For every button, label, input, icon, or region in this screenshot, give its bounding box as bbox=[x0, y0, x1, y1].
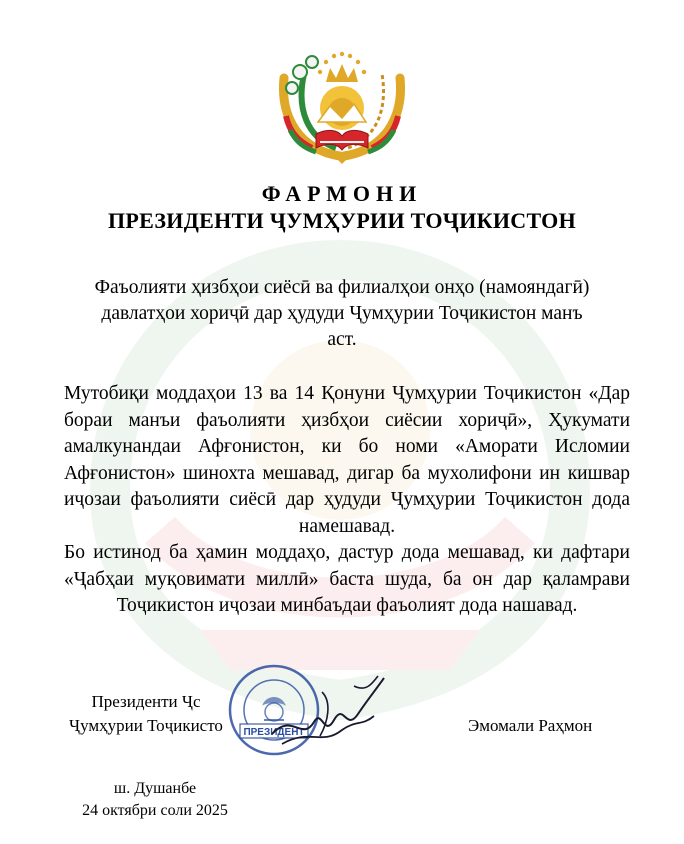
stamp-label: ПРЕЗИДЕНТ bbox=[243, 727, 305, 738]
place: ш. Душанбе bbox=[113, 780, 197, 797]
decree-title: ФАРМОНИ bbox=[261, 181, 423, 206]
place-and-date bbox=[60, 778, 250, 822]
signatory-name: Эмомали Раҳмон bbox=[468, 716, 593, 735]
coat-of-arms-icon bbox=[270, 38, 414, 168]
handwritten-signature-icon bbox=[262, 672, 392, 752]
date: 24 октябри соли 2025 bbox=[82, 802, 228, 819]
decree-body bbox=[64, 381, 630, 620]
signatory-position bbox=[46, 690, 246, 738]
decree-subtitle: ПРЕЗИДЕНТИ ҶУМҲУРИИ ТОҶИКИСТОН bbox=[108, 208, 576, 233]
decree-summary: Фаъолияти ҳизбҳои сиёсӣ ва филиалҳои онҳо (намояндагӣ) давлатҳои хориҷӣ дар ҳудуди Ҷумҳурии Тоҷикистон манъ аст. bbox=[94, 277, 590, 350]
position-line-2: Ҷумҳурии Тоҷикисто bbox=[69, 716, 223, 735]
body-paragraph-1: Мутобиқи моддаҳои 13 ва 14 Қонуни Ҷумҳурии Тоҷикистон «Дар бораи манъи фаъолияти ҳизбҳои сиёсии хориҷӣ», Ҳукумати амалкунандаи Афғонистон, ки бо номи «Аморати Исломии Афғонистон» шинохта мешавад, дигар ба мухолифони ин кишвар иҷозаи фаъолияти сиёсӣ дар ҳудуди Ҷумҳурии Тоҷикистон дода намешавад. bbox=[64, 383, 630, 537]
position-line-1: Президенти Ҷс bbox=[91, 692, 201, 711]
body-paragraph-2: Бо истинод ба ҳамин моддаҳо, дастур дода мешавад, ки дафтари «Ҷабҳаи муқовимати миллӣ» баста шуда, ба он дар қаламрави Тоҷикистон иҷозаи минбаъдаи фаъолият дода нашавад. bbox=[64, 542, 630, 616]
